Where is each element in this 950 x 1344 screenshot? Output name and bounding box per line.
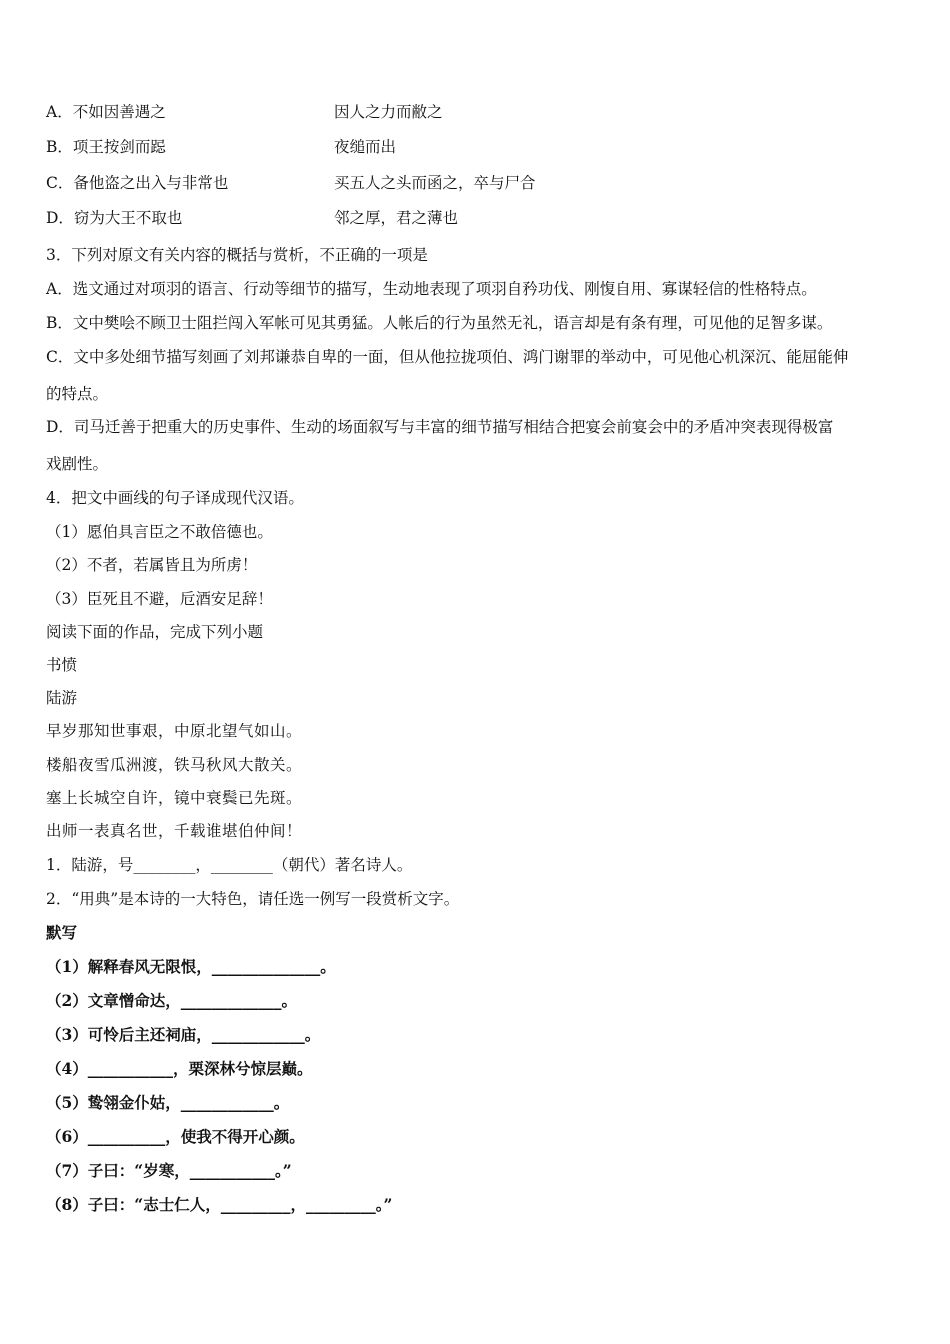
poem-title: 书愤 (46, 656, 78, 674)
option-b-left: B．项王按剑而跽 (46, 138, 166, 156)
q3-option-b: B．文中樊哙不顾卫士阻拦闯入军帐可见其勇猛。人帐后的行为虽然无礼，语言却是有条有理，可见他的足智多谋。 (46, 314, 833, 332)
option-b-right: 夜缒而出 (334, 138, 397, 156)
poem-author: 陆游 (46, 689, 78, 707)
option-row-a (46, 102, 443, 122)
poem-line-4: 出师一表真名世，千载谁堪伯仲间！ (46, 822, 303, 840)
dictation-item-5: （5）鸷翎金仆姑，____________。 (46, 1093, 290, 1112)
q3-stem: 3．下列对原文有关内容的概括与赏析，不正确的一项是 (46, 246, 428, 264)
q3-option-a: A．选文通过对项羽的语言、行动等细节的描写，生动地表现了项羽自矜功伐、刚愎自用、寡谋轻信的性格特点。 (46, 280, 817, 298)
dictation-item-8: （8）子曰：“志士仁人，_________，_________。” (46, 1195, 393, 1214)
option-d-left: D．窃为大王不取也 (46, 209, 183, 227)
dictation-item-3: （3）可怜后主还祠庙，____________。 (46, 1025, 321, 1044)
option-a-right: 因人之力而敝之 (334, 103, 443, 121)
dictation-item-1: （1）解释春风无限恨，______________。 (46, 957, 336, 976)
option-c-right: 买五人之头而函之，卒与尸合 (334, 174, 536, 192)
dictation-heading: 默写 (46, 923, 78, 942)
reading-intro: 阅读下面的作品，完成下列小题 (46, 623, 264, 641)
q3-option-c-cont: 的特点。 (46, 385, 109, 403)
q3-option-d-cont: 戏剧性。 (46, 455, 109, 473)
option-row-d (46, 208, 459, 228)
reading-q2: 2．“用典”是本诗的一大特色，请任选一例写一段赏析文字。 (46, 890, 460, 908)
dictation-item-2: （2）文章憎命达，_____________。 (46, 991, 298, 1010)
dictation-item-6: （6）__________，使我不得开心颜。 (46, 1127, 305, 1146)
dictation-item-4: （4）___________，栗深林兮惊层巅。 (46, 1059, 313, 1078)
reading-q1: 1．陆游，号________，________（朝代）著名诗人。 (46, 856, 413, 874)
option-d-right: 邻之厚，君之薄也 (334, 209, 459, 227)
poem-line-1: 早岁那知世事艰，中原北望气如山。 (46, 722, 303, 740)
option-row-c (46, 173, 536, 193)
option-row-b (46, 137, 397, 157)
option-a-left: A．不如因善遇之 (46, 103, 166, 121)
q3-option-d: D．司马迁善于把重大的历史事件、生动的场面叙写与丰富的细节描写相结合把宴会前宴会中的矛盾冲突表现得极富 (46, 418, 834, 436)
q4-item-1: （1）愿伯具言臣之不敢倍德也。 (46, 523, 273, 541)
dictation-item-7: （7）子曰：“岁寒，___________。” (46, 1161, 292, 1180)
q4-item-3: （3）臣死且不避，卮酒安足辞！ (46, 590, 273, 608)
q4-stem: 4．把文中画线的句子译成现代汉语。 (46, 489, 304, 507)
option-c-left: C．备他盗之出入与非常也 (46, 174, 229, 192)
q4-item-2: （2）不者，若属皆且为所虏！ (46, 556, 258, 574)
poem-line-2: 楼船夜雪瓜洲渡，铁马秋风大散关。 (46, 756, 303, 774)
poem-line-3: 塞上长城空自许，镜中衰鬓已先斑。 (46, 789, 303, 807)
q3-option-c: C．文中多处细节描写刻画了刘邦谦恭自卑的一面，但从他拉拢项伯、鸿门谢罪的举动中，可见他心机深沉、能屈能伸 (46, 348, 849, 366)
